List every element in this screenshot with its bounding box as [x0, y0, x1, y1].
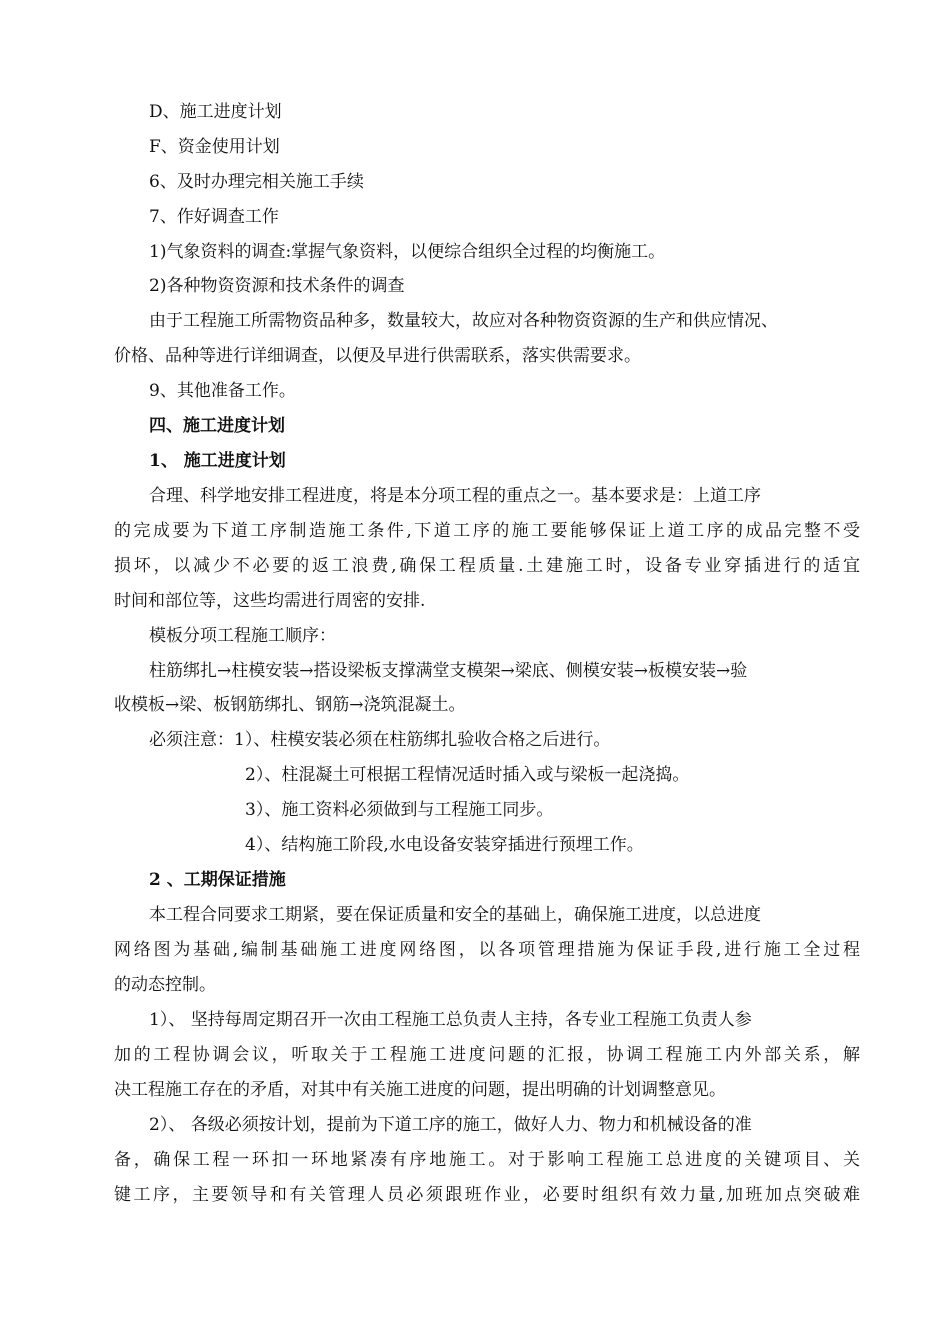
subsection-heading-1: 1、 施工进度计划 — [149, 451, 286, 471]
line-27: 1）、 坚持每周定期召开一次由工程施工总负责人主持，各专业工程施工负责人参 — [149, 1010, 752, 1030]
line-8: 价格、品种等进行详细调查，以便及早进行供需联系，落实供需要求。 — [114, 346, 641, 366]
line-20: 2）、柱混凝土可根据工程情况适时插入或与梁板一起浇捣。 — [245, 765, 690, 785]
line-17: 柱筋绑扎→柱模安装→搭设梁板支撑满堂支模架→梁底、侧模安装→板模安装→验 — [149, 661, 748, 681]
line-5: 1)气象资料的调查:掌握气象资料，以便综合组织全过程的均衡施工。 — [149, 242, 666, 262]
line-6: 2)各种物资资源和技术条件的调查 — [149, 276, 405, 296]
line-15: 时间和部位等，这些均需进行周密的安排. — [114, 591, 426, 611]
line-29: 决工程施工存在的矛盾，对其中有关施工进度的问题，提出明确的计划调整意见。 — [114, 1080, 726, 1100]
section-heading: 四、施工进度计划 — [149, 416, 285, 436]
line-18: 收模板→梁、板钢筋绑扎、钢筋→浇筑混凝土。 — [114, 695, 466, 715]
line-13: 的完成要为下道工序制造施工条件,下道工序的施工要能够保证上道工序的成品完整不受 — [114, 521, 860, 541]
line-2: F、资金使用计划 — [149, 137, 280, 157]
line-4: 7、作好调查工作 — [149, 207, 279, 227]
line-24: 本工程合同要求工期紧，要在保证质量和安全的基础上，确保施工进度，以总进度 — [149, 905, 761, 925]
line-9: 9、其他准备工作。 — [149, 381, 296, 401]
line-3: 6、及时办理完相关施工手续 — [149, 172, 364, 192]
line-28: 加的工程协调会议，听取关于工程施工进度问题的汇报，协调工程施工内外部关系，解 — [114, 1045, 860, 1065]
line-26: 的动态控制。 — [114, 975, 216, 995]
line-14: 损坏，以减少不必要的返工浪费,确保工程质量.土建施工时，设备专业穿插进行的适宜 — [114, 556, 860, 576]
line-16: 模板分项工程施工顺序： — [149, 626, 336, 646]
line-19: 必须注意：1）、柱模安装必须在柱筋绑扎验收合格之后进行。 — [149, 730, 611, 750]
line-7: 由于工程施工所需物资品种多，数量较大，故应对各种物资资源的生产和供应情况、 — [149, 311, 778, 331]
line-25: 网络图为基础,编制基础施工进度网络图，以各项管理措施为保证手段,进行施工全过程 — [114, 940, 860, 960]
line-21: 3）、施工资料必须做到与工程施工同步。 — [245, 800, 554, 820]
line-31: 备，确保工程一环扣一环地紧凑有序地施工。对于影响工程施工总进度的关键项目、关 — [114, 1150, 860, 1170]
line-32: 键工序，主要领导和有关管理人员必须跟班作业，必要时组织有效力量,加班加点突破难 — [114, 1185, 860, 1205]
subsection-heading-2: 2 、工期保证措施 — [149, 870, 286, 890]
line-30: 2）、 各级必须按计划，提前为下道工序的施工，做好人力、物力和机械设备的准 — [149, 1115, 752, 1135]
line-22: 4）、结构施工阶段,水电设备安装穿插进行预埋工作。 — [245, 835, 644, 855]
line-1: D、施工进度计划 — [149, 102, 282, 122]
line-12: 合理、科学地安排工程进度，将是本分项工程的重点之一。基本要求是：上道工序 — [149, 486, 761, 506]
